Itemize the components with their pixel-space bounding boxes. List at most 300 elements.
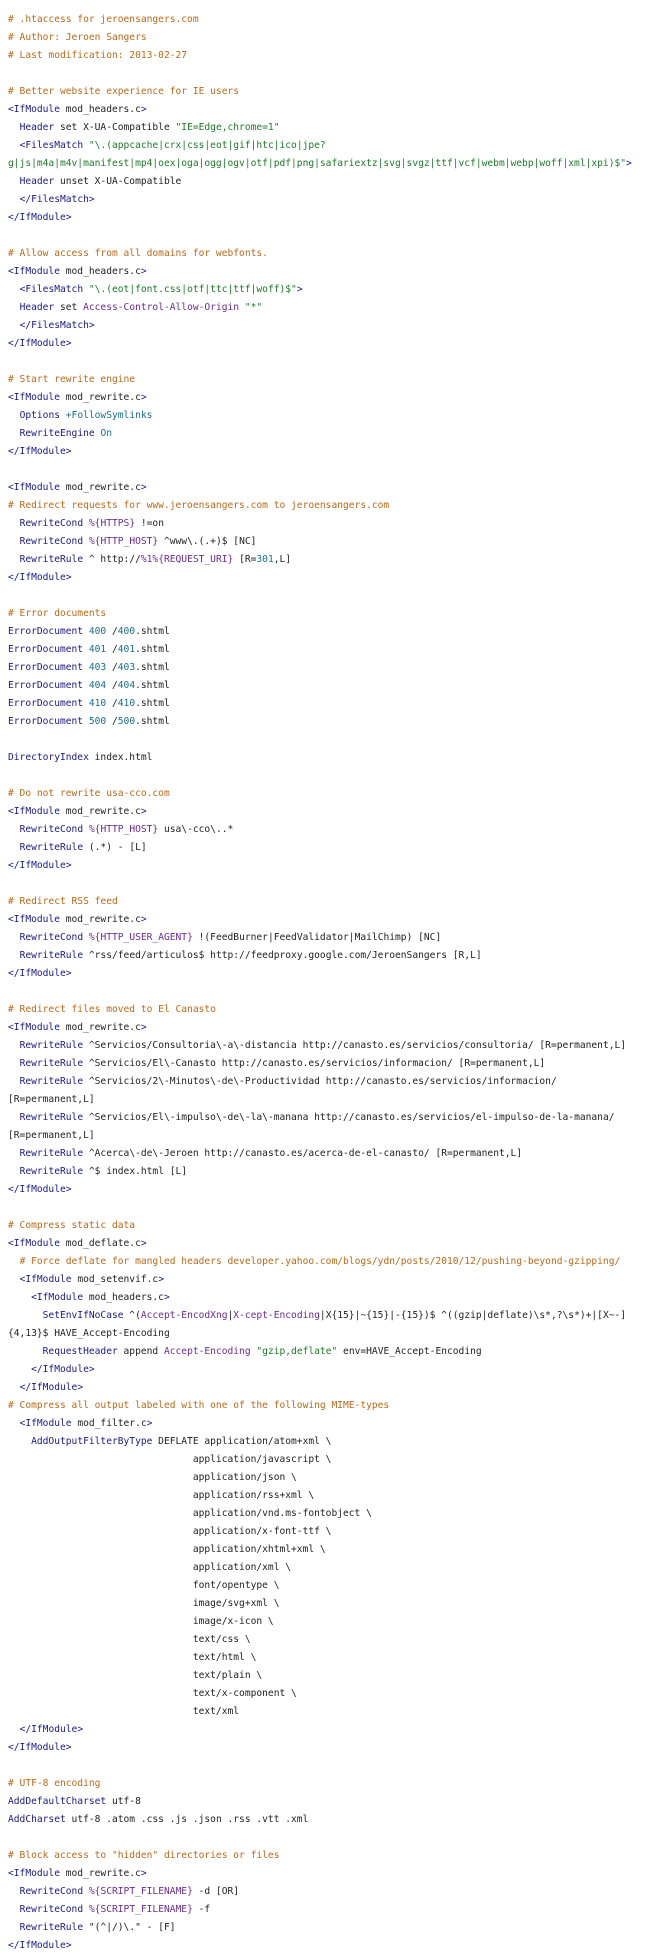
code-token: AddDefaultCharset: [8, 1796, 107, 1807]
code-line: [8, 1613, 664, 1631]
code-line: [8, 353, 664, 371]
code-token: # Redirect files moved to El Canasto: [8, 1004, 216, 1015]
code-token: |X{15}|~{15}|-{15})$ ^((gzip|deflate)\s*,?\s*)+|[X~-]: [319, 1310, 627, 1321]
code-token: <IfModule: [8, 482, 60, 493]
code-line: [8, 83, 664, 101]
code-token: ^ http://: [83, 554, 141, 565]
code-token: .shtml: [135, 680, 170, 691]
code-token: unset X-UA-Compatible: [54, 176, 182, 187]
code-line: [8, 1163, 664, 1181]
code-token: RewriteRule: [19, 1058, 84, 1069]
code-token: Accept-EncodXng: [140, 1310, 228, 1321]
code-line: [8, 1415, 664, 1433]
code-line: [8, 1037, 664, 1055]
code-line: [8, 1217, 664, 1235]
code-token: <IfModule: [8, 806, 60, 817]
code-token: [8, 284, 20, 295]
code-token: set: [54, 302, 84, 313]
code-token: .shtml: [135, 716, 170, 727]
code-line: [8, 209, 664, 227]
code-token: Header: [19, 176, 55, 187]
code-token: ^Servicios/Consultoria\-a\-distancia http://canasto.es/servicios/consultoria/ [R=permanent,L]: [83, 1040, 627, 1051]
code-line: [8, 335, 664, 353]
code-line: [8, 1541, 664, 1559]
code-token: text/plain \: [8, 1670, 263, 1681]
code-token: RewriteRule: [19, 950, 84, 961]
code-token: mod_rewrite.c: [59, 914, 141, 925]
code-token: >: [296, 284, 303, 295]
code-token: [8, 1382, 20, 1393]
code-token: 401: [117, 644, 136, 655]
code-line: [8, 1361, 664, 1379]
code-line: [8, 47, 664, 65]
code-line: [8, 443, 664, 461]
code-token: </IfModule>: [8, 446, 72, 457]
code-token: AddOutputFilterByType: [31, 1436, 153, 1447]
code-token: application/xml \: [8, 1562, 292, 1573]
code-token: %{HTTP_USER_AGENT}: [88, 932, 193, 943]
code-token: ^(: [123, 1310, 141, 1321]
code-token: |: [227, 1310, 234, 1321]
code-token: <IfModule: [8, 266, 60, 277]
code-token: RewriteCond: [19, 1886, 84, 1897]
code-line: [8, 911, 664, 929]
code-line: [8, 893, 664, 911]
code-line: [8, 1379, 664, 1397]
code-token: 500: [88, 716, 107, 727]
code-line: [8, 965, 664, 983]
code-token: <IfModule: [19, 1274, 72, 1285]
code-line: [8, 1829, 664, 1847]
code-token: ErrorDocument: [8, 626, 84, 637]
code-token: 403: [117, 662, 136, 673]
code-token: RewriteCond: [19, 536, 84, 547]
code-token: Header: [19, 122, 55, 133]
code-line: [8, 191, 664, 209]
code-token: Access-Control-Allow-Origin: [83, 302, 240, 313]
code-token: >: [140, 104, 147, 115]
code-token: /: [106, 698, 118, 709]
code-line: [8, 1073, 664, 1091]
code-token: -f: [192, 1904, 211, 1915]
code-token: mod_filter.c: [71, 1418, 147, 1429]
code-token: # Force deflate for mangled headers developer.yahoo.com/blogs/ydn/posts/2010/12/pushing-beyond-gzipping/: [19, 1256, 621, 1267]
code-token: [8, 950, 20, 961]
code-line: [8, 713, 664, 731]
code-token: mod_rewrite.c: [59, 482, 141, 493]
code-token: [8, 122, 20, 133]
code-token: 410: [117, 698, 136, 709]
code-line: [8, 1847, 664, 1865]
code-token: >: [140, 1868, 147, 1879]
code-token: [8, 1058, 20, 1069]
code-token: [8, 1040, 20, 1051]
code-token: 301: [256, 554, 274, 565]
code-token: [8, 932, 20, 943]
code-token: # .htaccess for jeroensangers.com: [8, 14, 199, 25]
code-line: [8, 1793, 664, 1811]
code-token: ^Servicios/El\-impulso\-de\-la\-manana http://canasto.es/servicios/el-impulso-de-la-manana/: [83, 1112, 615, 1123]
code-token: mod_rewrite.c: [59, 392, 141, 403]
code-token: AddCharset: [8, 1814, 66, 1825]
code-token: ^www\.(.+)$ [NC]: [158, 536, 257, 547]
code-line: [8, 695, 664, 713]
code-token: # Compress static data: [8, 1220, 136, 1231]
code-line: [8, 371, 664, 389]
code-token: %{HTTPS}: [88, 518, 136, 529]
code-token: .shtml: [135, 662, 170, 673]
code-line: [8, 569, 664, 587]
code-token: # Redirect requests for www.jeroensangers.com to jeroensangers.com: [8, 500, 390, 511]
code-token: </IfModule>: [19, 1724, 84, 1735]
code-token: 401: [88, 644, 107, 655]
code-token: application/xhtml+xml \: [8, 1544, 326, 1555]
code-line: [8, 317, 664, 335]
code-line: [8, 1937, 664, 1955]
code-token: # UTF-8 encoding: [8, 1778, 101, 1789]
code-token: utf-8: [106, 1796, 141, 1807]
code-token: 404: [117, 680, 136, 691]
code-line: [8, 1631, 664, 1649]
code-token: font/opentype \: [8, 1580, 280, 1591]
code-token: application/javascript \: [8, 1454, 332, 1465]
code-token: %{SCRIPT_FILENAME}: [88, 1886, 193, 1897]
code-token: g|js|m4a|m4v|manifest|mp4|oex|oga|ogg|ogv|otf|pdf|png|safariextz|svg|svgz|ttf|vcf|webm|webp|woff|xml|xpi)$": [8, 158, 627, 169]
code-line: [8, 1595, 664, 1613]
code-token: !(FeedBurner|FeedValidator|MailChimp) [NC]: [192, 932, 442, 943]
code-token: [8, 1148, 20, 1159]
code-line: [8, 1055, 664, 1073]
code-token: </FilesMatch>: [19, 320, 95, 331]
code-token: RewriteCond: [19, 824, 84, 835]
code-token: # Allow access from all domains for webfonts.: [8, 248, 268, 259]
code-token: [8, 1724, 20, 1735]
code-line: [8, 641, 664, 659]
code-token: [8, 554, 20, 565]
code-token: %1%{REQUEST_URI}: [140, 554, 234, 565]
code-token: >: [140, 392, 147, 403]
code-token: [8, 1418, 20, 1429]
code-token: mod_rewrite.c: [59, 1868, 141, 1879]
code-token: <IfModule: [19, 1418, 72, 1429]
code-line: [8, 1091, 664, 1109]
code-token: ErrorDocument: [8, 698, 84, 709]
code-token: text/xml: [8, 1706, 240, 1717]
code-line: [8, 1253, 664, 1271]
code-line: [8, 929, 664, 947]
code-token: 404: [88, 680, 107, 691]
code-token: </IfModule>: [8, 1742, 72, 1753]
code-token: -d [OR]: [192, 1886, 240, 1897]
code-token: >: [626, 158, 632, 169]
code-token: ^Servicios/El\-Canasto http://canasto.es/servicios/informacion/ [R=permanent,L]: [83, 1058, 546, 1069]
code-token: [8, 824, 20, 835]
code-line: [8, 119, 664, 137]
code-token: >: [140, 266, 147, 277]
code-line: [8, 839, 664, 857]
code-line: [8, 785, 664, 803]
code-token: [8, 1076, 20, 1087]
code-token: </IfModule>: [19, 1382, 84, 1393]
code-line: [8, 1523, 664, 1541]
code-token: /: [106, 662, 118, 673]
code-line: [8, 1703, 664, 1721]
code-token: mod_deflate.c: [59, 1238, 141, 1249]
code-line: [8, 1397, 664, 1415]
code-token: [8, 428, 20, 439]
code-token: RewriteCond: [19, 518, 84, 529]
code-line: [8, 659, 664, 677]
code-line: [8, 137, 664, 155]
code-line: [8, 605, 664, 623]
code-token: "\.(appcache|crx|css|eot|gif|htc|ico|jpe?: [88, 140, 326, 151]
code-line: [8, 1721, 664, 1739]
code-line: [8, 1019, 664, 1037]
code-line: [8, 1577, 664, 1595]
code-token: [8, 1256, 20, 1267]
code-line: [8, 1343, 664, 1361]
code-token: RewriteRule: [19, 1922, 84, 1933]
code-token: mod_headers.c: [59, 266, 141, 277]
code-token: image/svg+xml \: [8, 1598, 280, 1609]
code-line: [8, 1811, 664, 1829]
code-token: ^rss/feed/articulos$ http://feedproxy.google.com/JeroenSangers [R,L]: [83, 950, 482, 961]
code-line: [8, 245, 664, 263]
code-token: <IfModule: [8, 1868, 60, 1879]
code-token: mod_rewrite.c: [59, 1022, 141, 1033]
code-token: >: [140, 914, 147, 925]
code-token: (.*) - [L]: [83, 842, 147, 853]
code-token: RewriteRule: [19, 1166, 84, 1177]
code-line: [8, 677, 664, 695]
code-line: [8, 1505, 664, 1523]
code-token: "IE=Edge,chrome=1": [175, 122, 280, 133]
code-token: </IfModule>: [8, 968, 72, 979]
code-token: mod_rewrite.c: [59, 806, 141, 817]
code-token: [8, 1292, 31, 1303]
code-token: %{HTTP_HOST}: [88, 536, 159, 547]
code-token: # Do not rewrite usa-cco.com: [8, 788, 170, 799]
code-line: [8, 263, 664, 281]
code-line: [8, 1307, 664, 1325]
code-token: ^Acerca\-de\-Jeroen http://canasto.es/acerca-de-el-canasto/ [R=permanent,L]: [83, 1148, 523, 1159]
code-line: [8, 1649, 664, 1667]
code-line: [8, 1109, 664, 1127]
code-token: # Error documents: [8, 608, 107, 619]
code-token: RewriteRule: [19, 1076, 84, 1087]
code-token: /: [106, 626, 118, 637]
code-token: <FilesMatch: [19, 284, 84, 295]
code-line: [8, 1145, 664, 1163]
code-token: </IfModule>: [8, 1940, 72, 1951]
code-token: image/x-icon \: [8, 1616, 274, 1627]
code-token: RewriteCond: [19, 1904, 84, 1915]
code-line: [8, 407, 664, 425]
code-line: [8, 623, 664, 641]
code-line: [8, 875, 664, 893]
code-token: 400: [117, 626, 136, 637]
code-token: DEFLATE application/atom+xml \: [152, 1436, 332, 1447]
code-token: /: [106, 644, 118, 655]
code-token: RewriteRule: [19, 554, 84, 565]
code-token: RewriteEngine: [19, 428, 95, 439]
code-token: RewriteCond: [19, 932, 84, 943]
code-token: append: [117, 1346, 164, 1357]
code-token: RewriteRule: [19, 1112, 84, 1123]
code-line: [8, 497, 664, 515]
code-line: [8, 1865, 664, 1883]
code-line: [8, 983, 664, 1001]
code-token: /: [106, 716, 118, 727]
code-token: text/x-component \: [8, 1688, 297, 1699]
code-line: [8, 551, 664, 569]
code-token: </FilesMatch>: [19, 194, 95, 205]
code-token: <IfModule: [8, 104, 60, 115]
code-token: application/x-font-ttf \: [8, 1526, 332, 1537]
code-token: !=on: [135, 518, 164, 529]
code-line: [8, 1181, 664, 1199]
code-line: [8, 1325, 664, 1343]
code-token: 403: [88, 662, 107, 673]
code-token: [8, 1166, 20, 1177]
code-line: [8, 947, 664, 965]
code-token: [8, 1922, 20, 1933]
code-line: [8, 1289, 664, 1307]
code-line: [8, 461, 664, 479]
code-line: [8, 587, 664, 605]
code-line: [8, 1739, 664, 1757]
code-token: [8, 1886, 20, 1897]
code-line: [8, 479, 664, 497]
code-token: [8, 1346, 43, 1357]
code-token: [8, 518, 20, 529]
code-token: [8, 1112, 20, 1123]
code-token: {4,13}$ HAVE_Accept-Encoding: [8, 1328, 170, 1339]
code-line: [8, 1559, 664, 1577]
code-token: [8, 140, 20, 151]
code-token: # Redirect RSS feed: [8, 896, 118, 907]
code-token: </IfModule>: [8, 212, 72, 223]
code-token: </IfModule>: [8, 1184, 72, 1195]
code-token: +FollowSymlinks: [65, 410, 153, 421]
code-line: [8, 767, 664, 785]
code-token: </IfModule>: [8, 860, 72, 871]
code-token: [8, 1274, 20, 1285]
code-token: >: [140, 806, 147, 817]
code-token: <IfModule: [8, 1022, 60, 1033]
code-token: DirectoryIndex: [8, 752, 89, 763]
code-token: ErrorDocument: [8, 644, 84, 655]
code-line: [8, 1469, 664, 1487]
code-token: ,L]: [273, 554, 292, 565]
code-token: env=HAVE_Accept-Encoding: [337, 1346, 482, 1357]
code-token: mod_headers.c: [83, 1292, 164, 1303]
code-token: [8, 1904, 20, 1915]
code-token: 410: [88, 698, 107, 709]
code-token: RewriteRule: [19, 1040, 84, 1051]
code-line: [8, 1433, 664, 1451]
code-token: [8, 176, 20, 187]
code-line: [8, 1685, 664, 1703]
code-line: [8, 1667, 664, 1685]
code-token: SetEnvIfNoCase: [42, 1310, 124, 1321]
code-token: Accept-Encoding: [163, 1346, 251, 1357]
code-token: RequestHeader: [42, 1346, 118, 1357]
code-token: [8, 302, 20, 313]
code-token: [R=: [233, 554, 257, 565]
code-token: .shtml: [135, 698, 170, 709]
code-line: [8, 299, 664, 317]
code-token: application/rss+xml \: [8, 1490, 315, 1501]
code-token: # Last modification: 2013-02-27: [8, 50, 188, 61]
code-line: [8, 1487, 664, 1505]
code-line: [8, 803, 664, 821]
code-token: >: [140, 482, 147, 493]
code-token: ErrorDocument: [8, 716, 84, 727]
code-line: [8, 281, 664, 299]
code-token: ^Servicios/2\-Minutos\-de\-Productividad http://canasto.es/servicios/informacion/: [83, 1076, 557, 1087]
code-line: [8, 1451, 664, 1469]
code-line: [8, 533, 664, 551]
code-line: [8, 173, 664, 191]
code-token: utf-8 .atom .css .js .json .rss .vtt .xml: [65, 1814, 309, 1825]
code-token: "*": [244, 302, 263, 313]
code-line: [8, 1199, 664, 1217]
code-line: [8, 821, 664, 839]
code-token: </IfModule>: [8, 338, 72, 349]
code-token: [8, 320, 20, 331]
code-line: [8, 389, 664, 407]
code-line: [8, 749, 664, 767]
code-line: [8, 1919, 664, 1937]
code-token: 500: [117, 716, 136, 727]
code-token: On: [100, 428, 112, 439]
code-token: >: [140, 1238, 147, 1249]
code-line: [8, 1883, 664, 1901]
code-token: </IfModule>: [31, 1364, 95, 1375]
code-token: "gzip,deflate": [256, 1346, 338, 1357]
code-token: application/vnd.ms-fontobject \: [8, 1508, 372, 1519]
code-line: [8, 1757, 664, 1775]
code-token: >: [158, 1274, 164, 1285]
code-token: [8, 536, 20, 547]
code-token: [8, 194, 20, 205]
code-token: [8, 1436, 31, 1447]
code-line: [8, 1127, 664, 1145]
code-token: ErrorDocument: [8, 680, 84, 691]
code-token: Options: [19, 410, 60, 421]
code-line: [8, 155, 664, 173]
code-token: >: [146, 1418, 153, 1429]
code-token: <IfModule: [31, 1292, 84, 1303]
code-line: [8, 1001, 664, 1019]
code-token: %{HTTP_HOST}: [88, 824, 159, 835]
code-token: "\.(eot|font.css|otf|ttc|ttf|woff)$": [88, 284, 297, 295]
code-token: text/html \: [8, 1652, 257, 1663]
code-token: # Author: Jeroen Sangers: [8, 32, 147, 43]
code-token: usa\-cco\..*: [158, 824, 234, 835]
code-line: [8, 29, 664, 47]
code-token: [8, 410, 20, 421]
code-token: 400: [88, 626, 107, 637]
code-line: [8, 227, 664, 245]
code-token: <IfModule: [8, 914, 60, 925]
code-token: [8, 842, 20, 853]
code-token: [R=permanent,L]: [8, 1094, 95, 1105]
code-line: [8, 11, 664, 29]
code-token: # Block access to "hidden" directories or files: [8, 1850, 280, 1861]
code-line: [8, 65, 664, 83]
